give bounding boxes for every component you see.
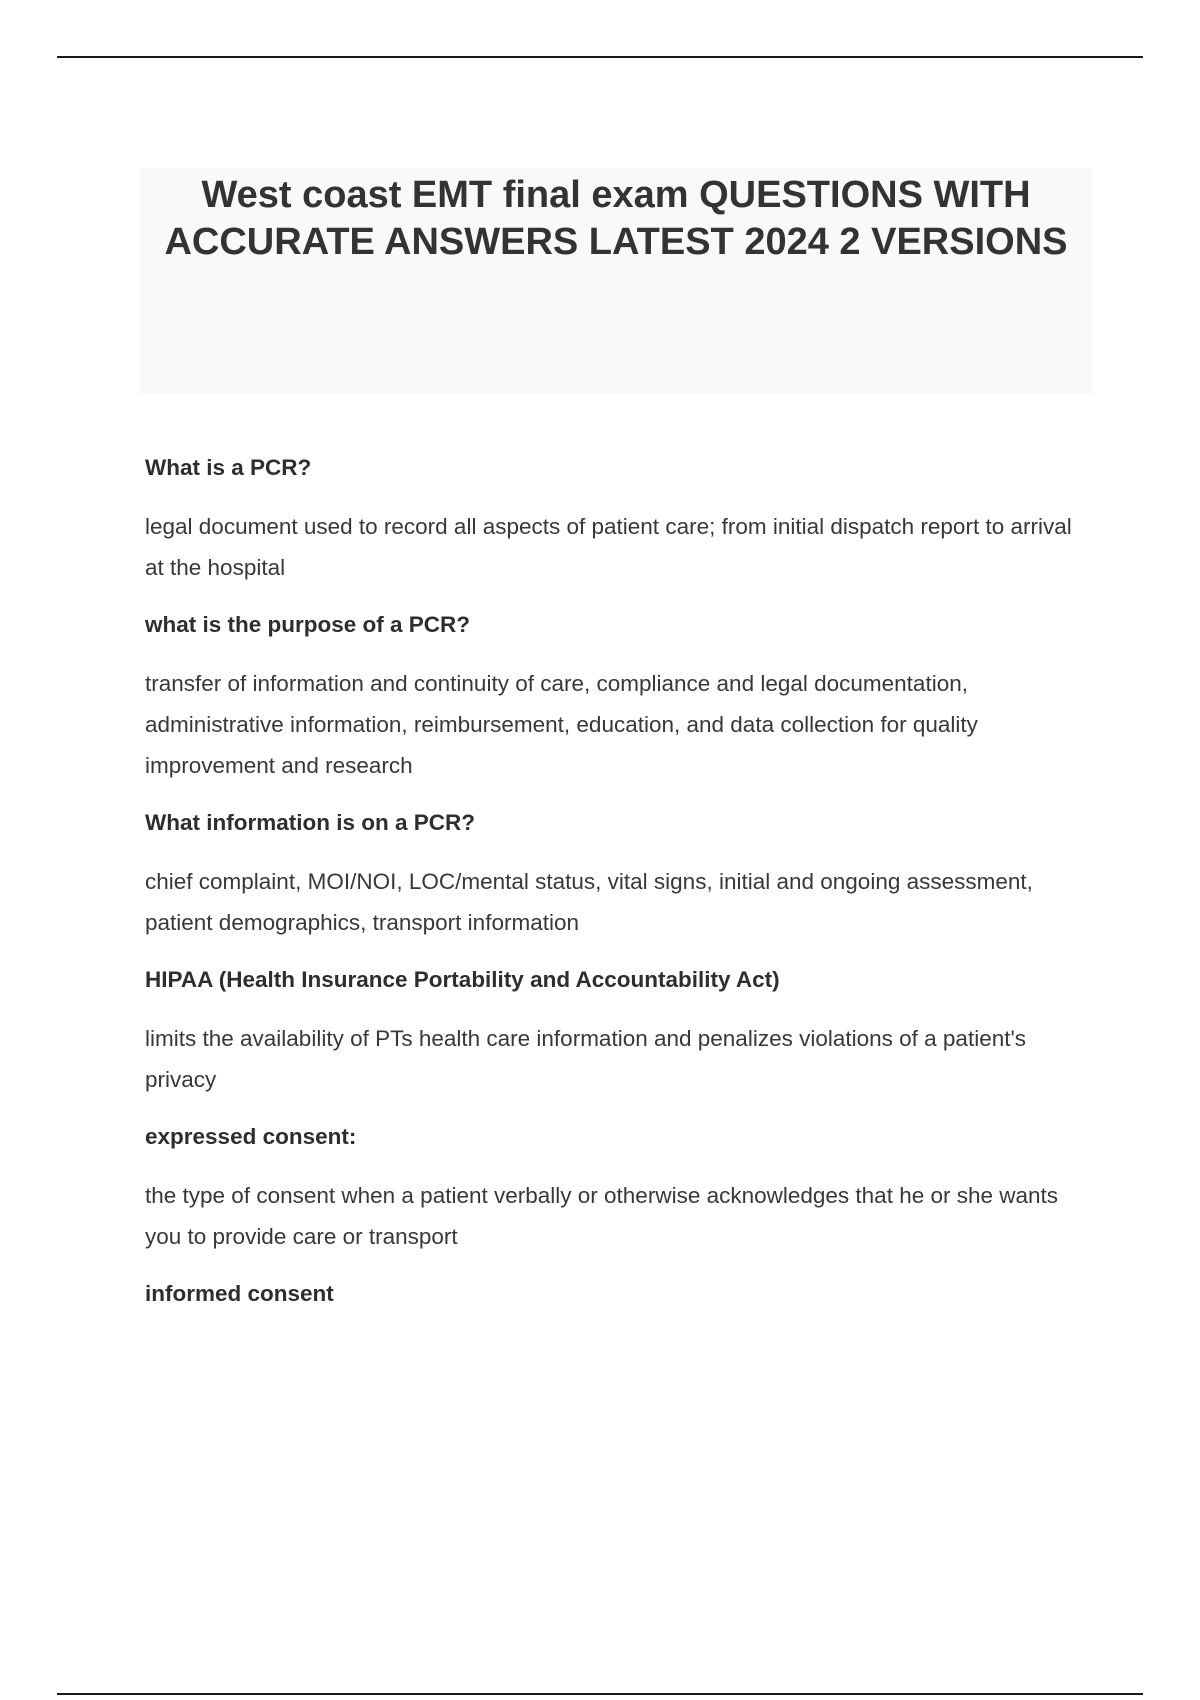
top-divider: [57, 56, 1143, 58]
title-banner: [140, 168, 1092, 394]
answer-text: limits the availability of PTs health care information and penalizes violations of a patient's privacy: [145, 1026, 1027, 1092]
qa-item: [145, 448, 1085, 588]
qa-item: [145, 1274, 1085, 1314]
qa-item: [145, 960, 1085, 1100]
qa-list: [145, 448, 1085, 1314]
question-text: What information is on a PCR?: [145, 810, 475, 835]
question-text: HIPAA (Health Insurance Portability and Accountability Act): [145, 967, 780, 992]
answer-text: the type of consent when a patient verbally or otherwise acknowledges that he or she wants you to provide care or transport: [145, 1183, 1059, 1249]
qa-item: [145, 605, 1085, 786]
question-text: What is a PCR?: [145, 455, 312, 480]
question-text: what is the purpose of a PCR?: [145, 612, 471, 637]
qa-item: [145, 1117, 1085, 1257]
bottom-divider: [57, 1693, 1143, 1695]
question-text: informed consent: [145, 1281, 334, 1306]
answer-text: transfer of information and continuity of care, compliance and legal documentation, administrative information, reimbursement, education, and data collection for quality improvement and research: [145, 671, 978, 778]
answer-text: chief complaint, MOI/NOI, LOC/mental status, vital signs, initial and ongoing assessment, patient demographics, transport information: [145, 869, 1033, 935]
qa-item: [145, 803, 1085, 943]
document-title: West coast EMT final exam QUESTIONS WITH ACCURATE ANSWERS LATEST 2024 2 VERSIONS: [164, 174, 1068, 263]
answer-text: legal document used to record all aspects of patient care; from initial dispatch report to arrival at the hospital: [145, 514, 1072, 580]
question-text: expressed consent:: [145, 1124, 357, 1149]
